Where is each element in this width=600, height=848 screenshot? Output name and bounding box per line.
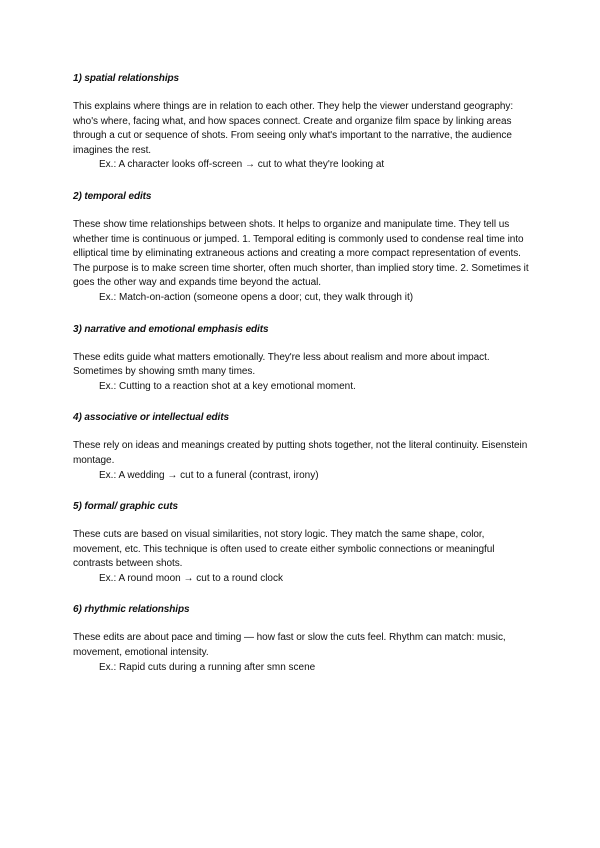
section-heading: 4) associative or intellectual edits	[73, 412, 229, 424]
section-example: Ex.: A character looks off-screen → cut to what they're looking at	[99, 159, 385, 171]
section-example: Ex.: Rapid cuts during a running after smn scene	[99, 661, 316, 673]
section-temporal-edits	[73, 190, 533, 306]
section-heading: 3) narrative and emotional emphasis edits	[73, 323, 269, 335]
section-body: These rely on ideas and meanings created by putting shots together, not the literal continuity. Eisenstein montage.	[73, 440, 528, 466]
section-heading: 6) rhythmic relationships	[73, 604, 190, 616]
section-graphic-cuts	[73, 500, 533, 586]
section-narrative-emphasis	[73, 323, 533, 395]
section-heading: 1) spatial relationships	[73, 73, 179, 84]
section-body: These edits are about pace and timing — how fast or slow the cuts feel. Rhythm can match: music, movement, emotional intensity.	[73, 632, 506, 659]
section-body: This explains where things are in relation to each other. They help the viewer understand geography: who's where, facing what, and how spaces connect. Create and organize film space by linking areas through a cut or sequence of shots. From seeing only what's important to the narrative, the audience imagines the rest.	[73, 101, 514, 156]
section-heading: 2) temporal edits	[73, 190, 152, 202]
document-page	[73, 72, 533, 692]
section-example: Ex.: A wedding → cut to a funeral (contrast, irony)	[99, 469, 319, 481]
section-example: Ex.: Match-on-action (someone opens a door; cut, they walk through it)	[99, 291, 414, 303]
section-body: These show time relationships between shots. It helps to organize and manipulate time. They tell us whether time is continuous or jumped. 1. Temporal editing is commonly used to condense real time into elliptical time by eliminating extraneous actions and creating a more compact representation of events. The purpose is to make screen time shorter, often much shorter, than implied story time. 2. Sometimes it goes the other way and expands time beyond the actual.	[73, 218, 529, 289]
section-example: Ex.: Cutting to a reaction shot at a key emotional moment.	[99, 380, 356, 392]
section-body: These cuts are based on visual similarities, not story logic. They match the same shape, color, movement, etc. This technique is often used to create either symbolic connections or meaningful contrasts between shots.	[73, 529, 495, 570]
section-associative-edits	[73, 411, 533, 483]
section-spatial-relationships	[73, 72, 533, 173]
section-example: Ex.: A round moon → cut to a round clock	[99, 572, 283, 584]
section-body: These edits guide what matters emotionally. They're less about realism and more about impact. Sometimes by showing smth many times.	[73, 351, 490, 378]
section-rhythmic-relationships	[73, 603, 533, 675]
section-heading: 5) formal/ graphic cuts	[73, 501, 178, 513]
